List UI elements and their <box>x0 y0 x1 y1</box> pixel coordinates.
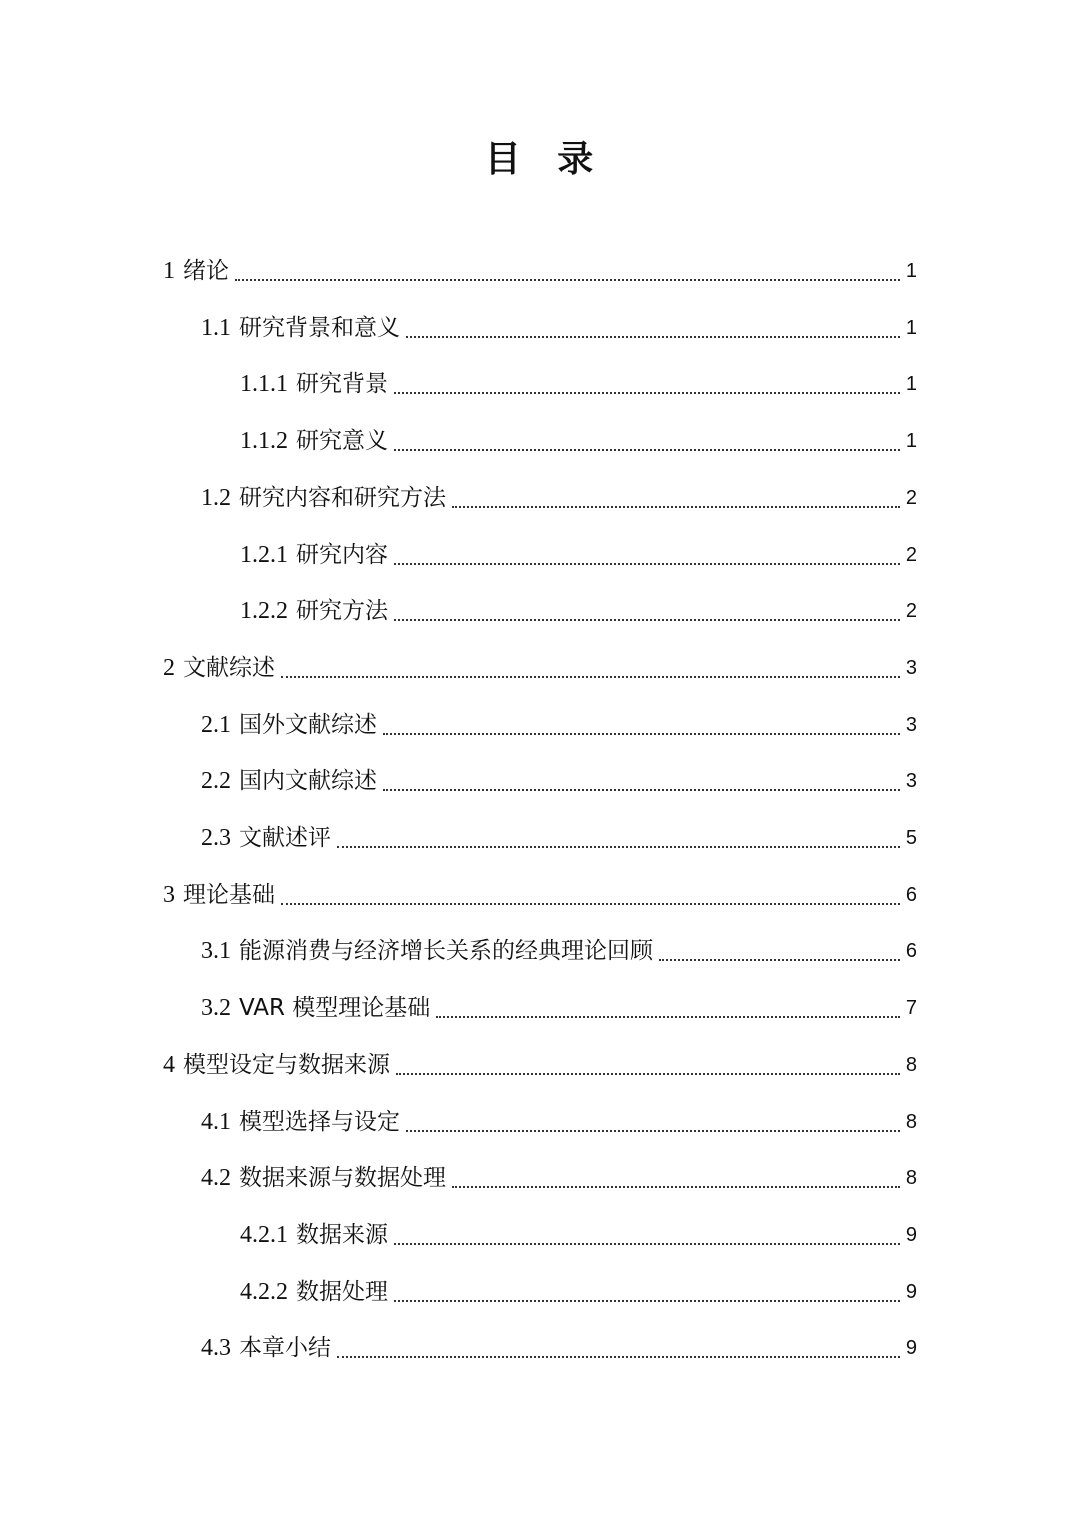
toc-entry-label <box>201 702 377 748</box>
toc-entry-number: 4.3 <box>201 1335 231 1362</box>
toc-entry-number: 1.1 <box>201 314 231 341</box>
toc-entry-title: 数据来源与数据处理 <box>239 1165 446 1192</box>
toc-entry-label <box>240 418 388 464</box>
page-title: 目 录 <box>484 139 596 180</box>
toc-entry[interactable] <box>163 248 917 294</box>
toc-entry-page-number: 6 <box>905 883 917 906</box>
toc-entry-number: 4.2 <box>201 1165 231 1192</box>
dot-leader <box>406 336 900 338</box>
toc-entry-page-number: 8 <box>905 1167 917 1190</box>
toc-entry[interactable] <box>201 305 917 351</box>
dot-leader <box>394 619 900 621</box>
toc-entry-page-number: 8 <box>905 1053 917 1076</box>
toc-entry[interactable] <box>240 532 917 578</box>
toc-entry-number: 1.2.2 <box>240 598 288 625</box>
toc-entry-title: 模型选择与设定 <box>239 1108 400 1135</box>
toc-entry-number: 4.1 <box>201 1108 231 1135</box>
dot-leader <box>281 903 900 905</box>
toc-entry-title: 国内文献综述 <box>239 768 377 795</box>
toc-entry-number: 1.2.1 <box>240 541 288 568</box>
toc-entry-number: 1.2 <box>201 484 231 511</box>
dot-leader <box>337 846 900 848</box>
toc-entry-label <box>163 1042 390 1088</box>
toc-entry[interactable] <box>163 645 917 691</box>
toc-entry-title: 理论基础 <box>183 881 275 908</box>
toc-entry-page-number: 1 <box>905 430 917 453</box>
toc-entry[interactable] <box>240 588 917 634</box>
toc-entry-number: 2.2 <box>201 768 231 795</box>
toc-entry-title: 绪论 <box>183 258 229 284</box>
dot-leader <box>281 676 900 678</box>
toc-entry[interactable] <box>201 1099 917 1145</box>
dot-leader <box>394 449 900 451</box>
toc-entry-label <box>201 928 653 974</box>
toc-entry-page-number: 9 <box>905 1280 917 1303</box>
toc-entry-label <box>201 1325 331 1371</box>
toc-entry-label <box>201 305 400 351</box>
toc-entry-page-number: 2 <box>905 486 917 509</box>
toc-entry-title: 本章小结 <box>239 1335 331 1362</box>
toc-entry-page-number: 9 <box>905 1223 917 1246</box>
toc-entry[interactable] <box>240 361 917 407</box>
dot-leader <box>452 1186 900 1188</box>
toc-entry-page-number: 8 <box>905 1110 917 1133</box>
toc-entry-label <box>201 1155 446 1201</box>
toc-entry-title: 研究内容 <box>296 541 388 568</box>
toc-entry-title: 文献述评 <box>239 825 331 851</box>
dot-leader <box>394 563 900 565</box>
toc-entry-label <box>201 1099 400 1145</box>
toc-entry-title: 研究背景和意义 <box>239 314 400 341</box>
toc-entry-number: 4.2.1 <box>240 1221 288 1248</box>
toc-entry-title: 国外文献综述 <box>239 711 377 738</box>
toc-entry[interactable] <box>240 1269 917 1315</box>
toc-entry-number: 3.1 <box>201 938 231 965</box>
dot-leader <box>436 1016 900 1018</box>
toc-entry[interactable] <box>201 1325 917 1371</box>
toc-entry-page-number: 2 <box>905 600 917 623</box>
toc-entry-page-number: 3 <box>905 656 917 679</box>
toc-entry-number: 1.1.1 <box>240 371 288 398</box>
dot-leader <box>394 1300 900 1302</box>
toc-entry-title: 研究方法 <box>296 598 388 625</box>
toc-entry[interactable] <box>240 1212 917 1258</box>
toc-entry-title: VAR 模型理论基础 <box>239 995 431 1022</box>
toc-entry-title: 数据处理 <box>296 1278 388 1305</box>
toc-entry-label <box>163 645 275 691</box>
toc-entry-title: 研究内容和研究方法 <box>239 484 446 511</box>
toc-entry-number: 3.2 <box>201 995 231 1022</box>
toc-entry-page-number: 7 <box>905 997 917 1020</box>
toc-entry[interactable] <box>240 418 917 464</box>
toc-entry-page-number: 6 <box>905 940 917 963</box>
dot-leader <box>394 1243 900 1245</box>
toc-entry-label <box>240 1269 388 1315</box>
toc-entry-label <box>201 985 430 1031</box>
toc-entry-label <box>201 475 446 521</box>
dot-leader <box>659 959 900 961</box>
toc-entry-title: 研究背景 <box>296 371 388 398</box>
dot-leader <box>394 392 900 394</box>
dot-leader <box>383 789 900 791</box>
toc-entry[interactable] <box>201 928 917 974</box>
toc-entry-page-number: 9 <box>905 1337 917 1360</box>
toc-entry-number: 2.1 <box>201 711 231 738</box>
toc-entry-label <box>240 588 388 634</box>
toc-entry-label <box>163 248 229 294</box>
toc-entry-number: 1 <box>163 258 175 284</box>
toc-entry[interactable] <box>201 702 917 748</box>
toc-entry-label <box>240 1212 388 1258</box>
toc-entry[interactable] <box>201 475 917 521</box>
toc-entry[interactable] <box>201 815 917 861</box>
toc-entry-label <box>240 532 388 578</box>
toc-entry-title: 数据来源 <box>296 1221 388 1248</box>
toc-entry-page-number: 2 <box>905 543 917 566</box>
toc-entry-number: 4.2.2 <box>240 1278 288 1305</box>
dot-leader <box>396 1073 900 1075</box>
toc-entry-label <box>201 758 377 804</box>
toc-entry-label <box>163 872 275 918</box>
toc-entry-title: 能源消费与经济增长关系的经典理论回顾 <box>239 938 653 965</box>
toc-entry[interactable] <box>163 1042 917 1088</box>
dot-leader <box>406 1130 900 1132</box>
toc-entry[interactable] <box>201 1155 917 1201</box>
toc-entry[interactable] <box>201 758 917 804</box>
dot-leader <box>452 506 900 508</box>
toc-entry-page-number: 3 <box>905 713 917 736</box>
toc-entry-page-number: 5 <box>905 827 917 849</box>
dot-leader <box>337 1356 900 1358</box>
toc-entry-page-number: 1 <box>905 373 917 396</box>
toc-entry-number: 3 <box>163 881 175 908</box>
toc-entry-number: 1.1.2 <box>240 428 288 455</box>
toc-entry-number: 4 <box>163 1051 175 1078</box>
toc-entry-page-number: 1 <box>905 316 917 339</box>
toc-entry-label <box>240 361 388 407</box>
toc-entry-label <box>201 815 331 861</box>
toc-entry-page-number: 1 <box>905 260 917 282</box>
toc-entry-number: 2.3 <box>201 825 231 851</box>
dot-leader <box>235 279 900 281</box>
toc-entry[interactable] <box>201 985 917 1031</box>
toc-entry-title: 文献综述 <box>183 654 275 681</box>
dot-leader <box>383 733 900 735</box>
toc-entry-title: 模型设定与数据来源 <box>183 1051 390 1078</box>
toc-entry[interactable] <box>163 872 917 918</box>
toc-entry-page-number: 3 <box>905 770 917 793</box>
toc-entry-title: 研究意义 <box>296 428 388 455</box>
toc-entry-number: 2 <box>163 654 175 681</box>
